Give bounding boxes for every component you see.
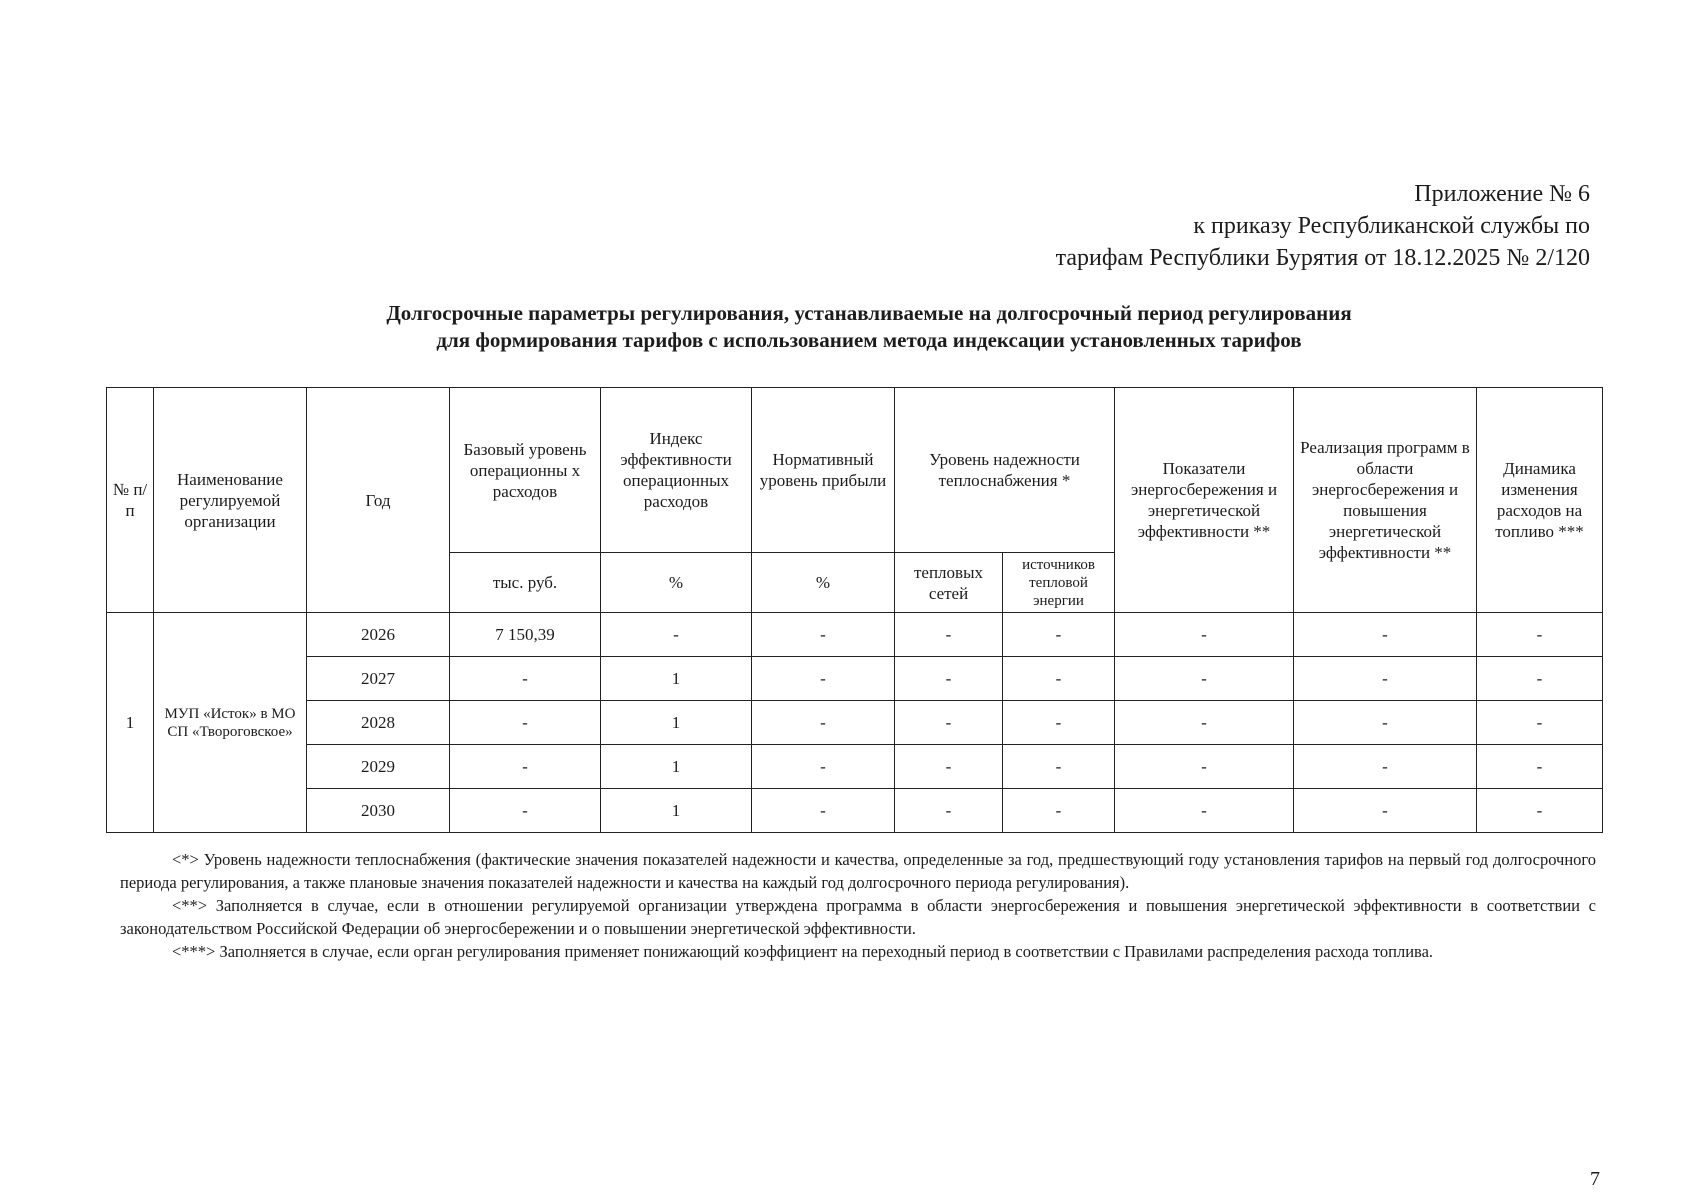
header-year: Год: [307, 388, 450, 613]
cell-profit: -: [752, 701, 895, 745]
cell-profit: -: [752, 789, 895, 833]
appendix-line-3: тарифам Республики Бурятия от 18.12.2025 № 2/120: [1055, 245, 1590, 271]
title-line-1: Долгосрочные параметры регулирования, устанавливаемые на долгосрочный период регулирования: [386, 301, 1352, 325]
header-reliability: Уровень надежности теплоснабжения *: [895, 388, 1115, 553]
cell-fuel: -: [1477, 745, 1603, 789]
cell-year: 2030: [307, 789, 450, 833]
cell-year: 2027: [307, 657, 450, 701]
table-row: [107, 701, 1603, 745]
cell-programs: -: [1294, 789, 1477, 833]
header-row: [107, 388, 1603, 553]
header-energy: Показатели энергосбережения и энергетической эффективности **: [1115, 388, 1294, 613]
footnote-2: <**> Заполняется в случае, если в отношении регулируемой организации утверждена программа в области энергосбережения и повышения энергетической эффективности в соответствии с законодательством Российской Федерации об энергосбережении и о повышении энергетической эффективности.: [120, 896, 1596, 938]
cell-profit: -: [752, 613, 895, 657]
header-num: № п/п: [107, 388, 154, 613]
cell-fuel: -: [1477, 789, 1603, 833]
cell-fuel: -: [1477, 701, 1603, 745]
cell-sources: -: [1003, 701, 1115, 745]
header-programs: Реализация программ в области энергосбережения и повышения энергетической эффективности **: [1294, 388, 1477, 613]
page-number: 7: [1590, 1168, 1600, 1190]
unit-base: тыс. руб.: [450, 553, 601, 613]
footnotes: [120, 848, 1596, 963]
org-number: 1: [107, 613, 154, 833]
header-org: Наименование регулируемой организации: [154, 388, 307, 613]
cell-programs: -: [1294, 657, 1477, 701]
cell-networks: -: [895, 701, 1003, 745]
header-index: Индекс эффективности операционных расходов: [601, 388, 752, 553]
cell-year: 2028: [307, 701, 450, 745]
table-row: [107, 789, 1603, 833]
appendix-line-2: к приказу Республиканской службы по: [1193, 213, 1590, 239]
footnote-1: <*> Уровень надежности теплоснабжения (фактические значения показателей надежности и качества, определенные за год, предшествующий году установления тарифов на первый год долгосрочного периода регулирования, а также плановые значения показателей надежности и качества на каждый год долгосрочного периода регулирования).: [120, 850, 1596, 892]
parameters-table: [106, 387, 1603, 833]
cell-networks: -: [895, 789, 1003, 833]
cell-profit: -: [752, 657, 895, 701]
cell-index: 1: [601, 701, 752, 745]
document-title: [0, 300, 1698, 354]
cell-index: 1: [601, 745, 752, 789]
cell-energy: -: [1115, 789, 1294, 833]
cell-index: 1: [601, 657, 752, 701]
unit-sources: источников тепловой энергии: [1003, 553, 1115, 613]
cell-energy: -: [1115, 657, 1294, 701]
appendix-line-1: Приложение № 6: [1414, 181, 1590, 207]
cell-fuel: -: [1477, 613, 1603, 657]
cell-programs: -: [1294, 701, 1477, 745]
cell-base: -: [450, 701, 601, 745]
footnote-3: <***> Заполняется в случае, если орган регулирования применяет понижающий коэффициент на переходный период в соответствии с Правилами распределения расхода топлива.: [172, 942, 1434, 961]
cell-sources: -: [1003, 657, 1115, 701]
unit-networks: тепловых сетей: [895, 553, 1003, 613]
cell-base: 7 150,39: [450, 613, 601, 657]
header-profit: Нормативный уровень прибыли: [752, 388, 895, 553]
cell-fuel: -: [1477, 657, 1603, 701]
unit-profit: %: [752, 553, 895, 613]
cell-profit: -: [752, 745, 895, 789]
cell-energy: -: [1115, 745, 1294, 789]
cell-networks: -: [895, 745, 1003, 789]
cell-sources: -: [1003, 789, 1115, 833]
cell-base: -: [450, 745, 601, 789]
cell-energy: -: [1115, 701, 1294, 745]
cell-year: 2026: [307, 613, 450, 657]
cell-index: 1: [601, 789, 752, 833]
cell-programs: -: [1294, 613, 1477, 657]
title-line-2: для формирования тарифов с использованием метода индексации установленных тарифов: [436, 328, 1302, 352]
table-row: [107, 613, 1603, 657]
cell-networks: -: [895, 657, 1003, 701]
cell-index: -: [601, 613, 752, 657]
cell-sources: -: [1003, 613, 1115, 657]
cell-year: 2029: [307, 745, 450, 789]
table-row: [107, 745, 1603, 789]
cell-energy: -: [1115, 613, 1294, 657]
cell-sources: -: [1003, 745, 1115, 789]
cell-networks: -: [895, 613, 1003, 657]
cell-programs: -: [1294, 745, 1477, 789]
table-row: [107, 657, 1603, 701]
cell-base: -: [450, 657, 601, 701]
unit-index: %: [601, 553, 752, 613]
header-fuel: Динамика изменения расходов на топливо ***: [1477, 388, 1603, 613]
org-name: МУП «Исток» в МО СП «Твороговское»: [154, 613, 307, 833]
appendix-header: [1056, 178, 1590, 274]
header-base: Базовый уровень операционны х расходов: [450, 388, 601, 553]
cell-base: -: [450, 789, 601, 833]
